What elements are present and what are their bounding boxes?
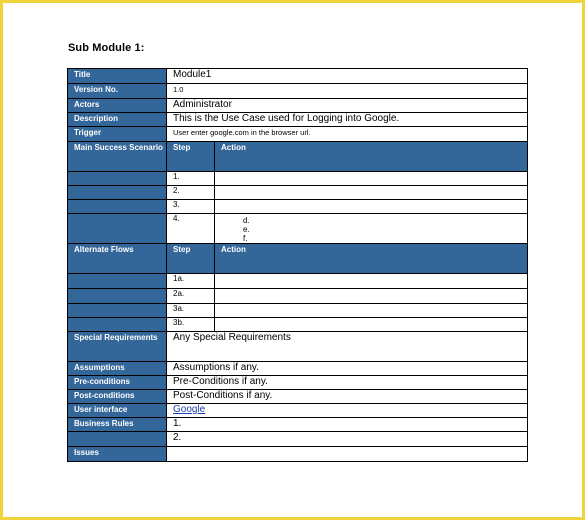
value-version: 1.0 [167,84,528,99]
label-blank [68,318,167,332]
alt-step-row [68,318,528,332]
action-cell [215,200,528,214]
label-blank [68,304,167,318]
google-link[interactable]: Google [173,404,206,415]
row-version [68,84,528,99]
main-step-row [68,214,528,244]
label-main-success: Main Success Scenario [68,142,167,172]
step-cell: 3a. [167,304,215,318]
label-blank [68,186,167,200]
step-header: Step [167,244,215,274]
label-assumptions: Assumptions [68,362,167,376]
row-business-rules-2 [68,432,528,447]
row-trigger [68,127,528,142]
step-cell: 3. [167,200,215,214]
label-ui: User interface [68,404,167,418]
main-step-row [68,200,528,214]
value-title: Module1 [167,69,528,84]
main-step-row [68,172,528,186]
label-issues: Issues [68,447,167,462]
label-blank [68,289,167,304]
action-header: Action [215,244,528,274]
step-cell: 2a. [167,289,215,304]
row-alternate-header [68,244,528,274]
row-main-success-header [68,142,528,172]
row-description [68,113,528,127]
label-blank [68,214,167,244]
label-title: Title [68,69,167,84]
value-description: This is the Use Case used for Logging into Google. [167,113,528,127]
alt-step-row [68,289,528,304]
step-cell: 2. [167,186,215,200]
alt-step-row [68,274,528,289]
use-case-table [67,68,528,462]
value-issues [167,447,528,462]
label-blank [68,274,167,289]
label-trigger: Trigger [68,127,167,142]
row-assumptions [68,362,528,376]
value-postconditions: Post-Conditions if any. [167,390,528,404]
value-assumptions: Assumptions if any. [167,362,528,376]
step-cell: 1. [167,172,215,186]
value-business-rule: 2. [167,432,528,447]
action-cell [215,214,528,244]
sub-action-list [221,214,527,243]
label-actors: Actors [68,99,167,113]
step-cell: 3b. [167,318,215,332]
value-actors: Administrator [167,99,528,113]
row-postconditions [68,390,528,404]
row-issues [68,447,528,462]
step-header: Step [167,142,215,172]
sub-action: e. [243,225,250,234]
label-preconditions: Pre-conditions [68,376,167,390]
label-business-rules: Business Rules [68,418,167,432]
label-postconditions: Post-conditions [68,390,167,404]
label-version: Version No. [68,84,167,99]
label-special: Special Requirements [68,332,167,362]
label-blank [68,432,167,447]
sub-action: d. [243,216,250,225]
step-cell: 4. [167,214,215,244]
main-step-row [68,186,528,200]
action-cell [215,289,528,304]
action-cell [215,274,528,289]
action-cell [215,186,528,200]
value-preconditions: Pre-Conditions if any. [167,376,528,390]
row-special [68,332,528,362]
value-special: Any Special Requirements [167,332,528,362]
action-cell [215,304,528,318]
action-cell [215,318,528,332]
label-blank [68,200,167,214]
value-ui [167,404,528,418]
value-business-rule: 1. [167,418,528,432]
label-alternate: Alternate Flows [68,244,167,274]
step-cell: 1a. [167,274,215,289]
alt-step-row [68,304,528,318]
row-title [68,69,528,84]
row-business-rules [68,418,528,432]
label-blank [68,172,167,186]
action-header: Action [215,142,528,172]
row-ui [68,404,528,418]
sub-action: f. [243,234,248,243]
value-trigger: User enter google.com in the browser url. [167,127,528,142]
row-actors [68,99,528,113]
label-description: Description [68,113,167,127]
row-preconditions [68,376,528,390]
section-heading: Sub Module 1: [68,42,145,54]
action-cell [215,172,528,186]
